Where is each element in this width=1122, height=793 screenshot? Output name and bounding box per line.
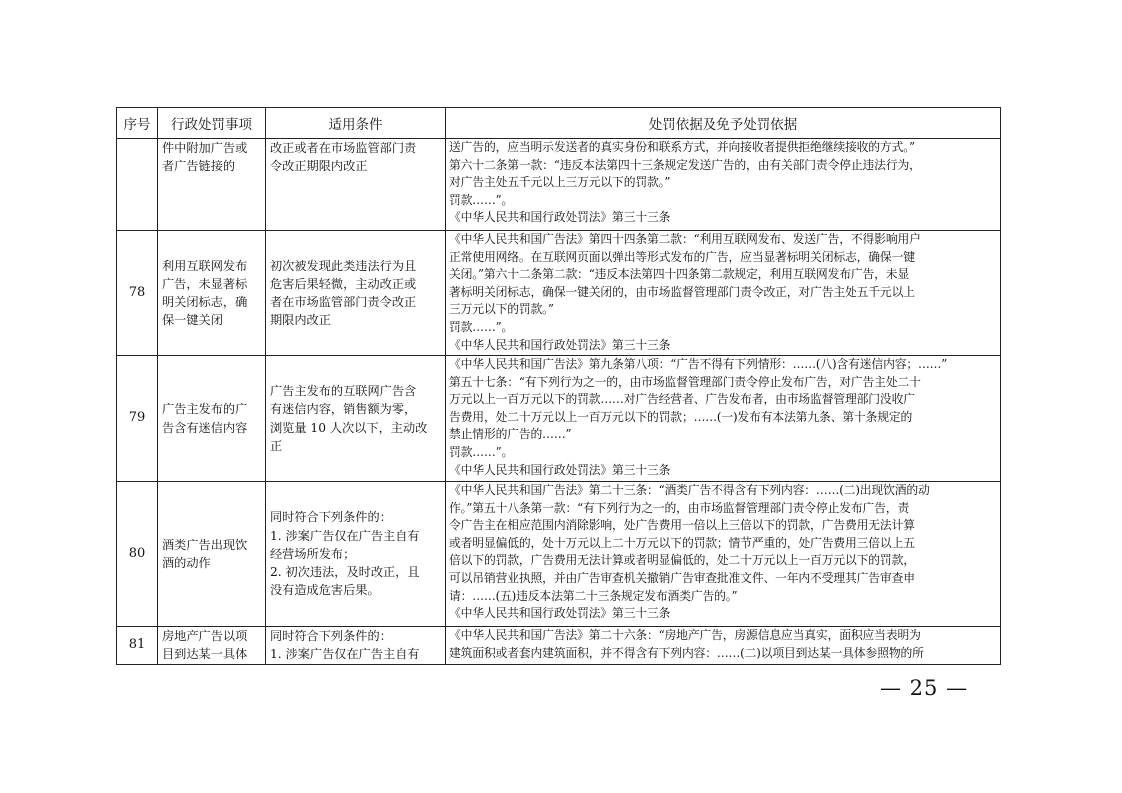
table-row [117, 627, 1001, 665]
cell-text-line: 禁止情形的广告的……” [449, 427, 572, 442]
row-serial-number [117, 139, 158, 231]
cell-text-line: 罚款……”。 [449, 319, 514, 334]
cell-text-line: 没有造成危害后果。 [270, 583, 380, 598]
cell-text-line: 改正或者在市场监管部门责 [270, 141, 417, 155]
row-penalty-item [158, 356, 266, 482]
row-serial-number: 79 [117, 356, 158, 482]
cell-text-line: 万元以上一百万元以下的罚款……对广告经营者、广告发布者，由市场监督管理部门没收广 [449, 392, 915, 407]
header-applicable-conditions: 适用条件 [266, 108, 446, 139]
cell-text-line: 者广告链接的 [162, 159, 236, 174]
row-penalty-item [158, 139, 266, 231]
penalty-table [116, 107, 1001, 665]
cell-text-line: 著标明关闭标志，确保一键关闭的，由市场监督管理部门责令改正，对广告主处五千元以上 [449, 284, 915, 299]
cell-text-line: 1. 涉案广告仅在广告主自有 [270, 528, 420, 543]
table-row [117, 139, 1001, 231]
cell-text-line: 作。”第五十八条第一款：“有下列行为之一的，由市场监督管理部门责令停止发布广告，责 [449, 500, 910, 515]
cell-text-line: 1. 涉案广告仅在广告主自有 [270, 647, 420, 662]
cell-text-line: 期限内改正 [270, 313, 331, 328]
cell-text-line: 明关闭标志，确 [162, 295, 248, 309]
cell-text-line: 《中华人民共和国行政处罚法》第三十三条 [449, 606, 671, 621]
cell-text-line: 危害后果轻微，主动改正或 [270, 276, 417, 291]
cell-text-line: 第六十二条第一款：“违反本法第四十三条规定发送广告的，由有关部门责令停止违法行为， [449, 157, 921, 172]
cell-text-line: 《中华人民共和国行政处罚法》第三十三条 [449, 337, 671, 352]
cell-text-line: 目到达某一具体 [162, 647, 248, 662]
cell-text-line: 同时符合下列条件的： [270, 510, 392, 525]
cell-text-line: 同时符合下列条件的： [270, 629, 392, 643]
cell-text-line: 2. 初次违法，及时改正，且 [270, 565, 420, 580]
cell-text-line: 件中附加广告或 [162, 141, 248, 155]
cell-text-line: 倍以下的罚款，广告费用无法计算或者明显偏低的，处二十万元以上一百万元以下的罚款， [449, 553, 915, 568]
row-serial-number: 78 [117, 231, 158, 356]
row-penalty-basis [446, 356, 1001, 482]
cell-text-line: 房地产广告以项 [162, 629, 248, 643]
table-row [117, 231, 1001, 356]
cell-text-line: 告费用，处二十万元以上一百万元以下的罚款；……(一)发布有本法第九条、第十条规定的 [449, 409, 913, 424]
row-penalty-basis [446, 627, 1001, 665]
row-penalty-basis [446, 482, 1001, 627]
penalty-table-page [116, 107, 1000, 665]
table-header-row [117, 108, 1001, 139]
table-row [117, 356, 1001, 482]
row-penalty-item [158, 231, 266, 356]
row-penalty-basis [446, 139, 1001, 231]
cell-text-line: 经营场所发布； [270, 546, 356, 561]
cell-text-line: 酒的动作 [162, 556, 211, 570]
cell-text-line: 令改正期限内改正 [270, 159, 368, 174]
row-serial-number: 80 [117, 482, 158, 627]
cell-text-line: 有迷信内容，销售额为零， [270, 402, 417, 417]
header-penalty-basis: 处罚依据及免予处罚依据 [446, 108, 1001, 139]
cell-text-line: 正常使用网络。在互联网页面以弹出等形式发布的广告，应当显著标明关闭标志，确保一键 [449, 249, 915, 264]
header-serial-number: 序号 [117, 108, 158, 139]
cell-text-line: 可以吊销营业执照，并由广告审查机关撤销广告审查批准文件、一年内不受理其广告审查申 [449, 570, 915, 585]
row-applicable-conditions [266, 482, 446, 627]
cell-text-line: 《中华人民共和国广告法》第二十六条：“房地产广告，房源信息应当真实，面积应当表明为 [449, 628, 921, 642]
page-number: — 25 — [880, 676, 969, 700]
cell-text-line: 《中华人民共和国广告法》第九条第八项：“广告不得有下列情形：……(八)含有迷信内容；……” [449, 357, 948, 371]
cell-text-line: 请：……(五)违反本法第二十三条规定发布酒类广告的。” [449, 588, 738, 603]
cell-text-line: 浏览量 10 人次以下，主动改 [270, 420, 428, 435]
cell-text-line: 者在市场监管部门责令改正 [270, 295, 417, 309]
header-penalty-item: 行政处罚事项 [158, 108, 266, 139]
cell-text-line: 《中华人民共和国广告法》第四十四条第二款：“利用互联网发布、发送广告，不得影响用户 [449, 232, 921, 246]
cell-text-line: 建筑面积或者套内建筑面积，并不得含有下列内容：……(二)以项目到达某一具体参照物的所 [449, 645, 924, 660]
row-serial-number: 81 [117, 627, 158, 665]
cell-text-line: 令广告主在相应范围内消除影响，处广告费用一倍以上三倍以下的罚款，广告费用无法计算 [449, 518, 915, 533]
cell-text-line: 广告主发布的互联网广告含 [270, 384, 417, 399]
row-applicable-conditions [266, 139, 446, 231]
row-penalty-item [158, 627, 266, 665]
cell-text-line: 酒类广告出现饮 [162, 537, 248, 552]
cell-text-line: 告含有迷信内容 [162, 420, 248, 435]
cell-text-line: 利用互联网发布 [162, 258, 248, 273]
cell-text-line: 送广告的，应当明示发送者的真实身份和联系方式，并向接收者提供拒绝继续接收的方式。” [449, 140, 915, 154]
row-penalty-item [158, 482, 266, 627]
row-penalty-basis [446, 231, 1001, 356]
cell-text-line: 对广告主处五千元以上三万元以下的罚款。” [449, 175, 671, 190]
cell-text-line: 保一键关闭 [162, 313, 223, 328]
row-applicable-conditions [266, 231, 446, 356]
cell-text-line: 正 [270, 438, 283, 453]
cell-text-line: 初次被发现此类违法行为且 [270, 258, 417, 273]
table-row [117, 482, 1001, 627]
cell-text-line: 罚款……”。 [449, 444, 514, 459]
row-applicable-conditions [266, 627, 446, 665]
row-applicable-conditions [266, 356, 446, 482]
cell-text-line: 罚款……”。 [449, 192, 514, 207]
cell-text-line: 《中华人民共和国广告法》第二十三条：“酒类广告不得含有下列内容：……(二)出现饮酒的动 [449, 483, 930, 497]
cell-text-line: 《中华人民共和国行政处罚法》第三十三条 [449, 462, 671, 477]
cell-text-line: 三万元以下的罚款。” [449, 302, 554, 317]
cell-text-line: 关闭。”第六十二条第二款：“违反本法第四十四条第二款规定，利用互联网发布广告，未显 [449, 267, 910, 282]
cell-text-line: 或者明显偏低的，处十万元以上二十万元以下的罚款；情节严重的，处广告费用三倍以上五 [449, 535, 915, 550]
cell-text-line: 广告，未显著标 [162, 276, 248, 291]
cell-text-line: 第五十七条：“有下列行为之一的，由市场监督管理部门责令停止发布广告，对广告主处二十 [449, 374, 921, 389]
cell-text-line: 《中华人民共和国行政处罚法》第三十三条 [449, 210, 671, 225]
cell-text-line: 广告主发布的广 [162, 402, 248, 417]
